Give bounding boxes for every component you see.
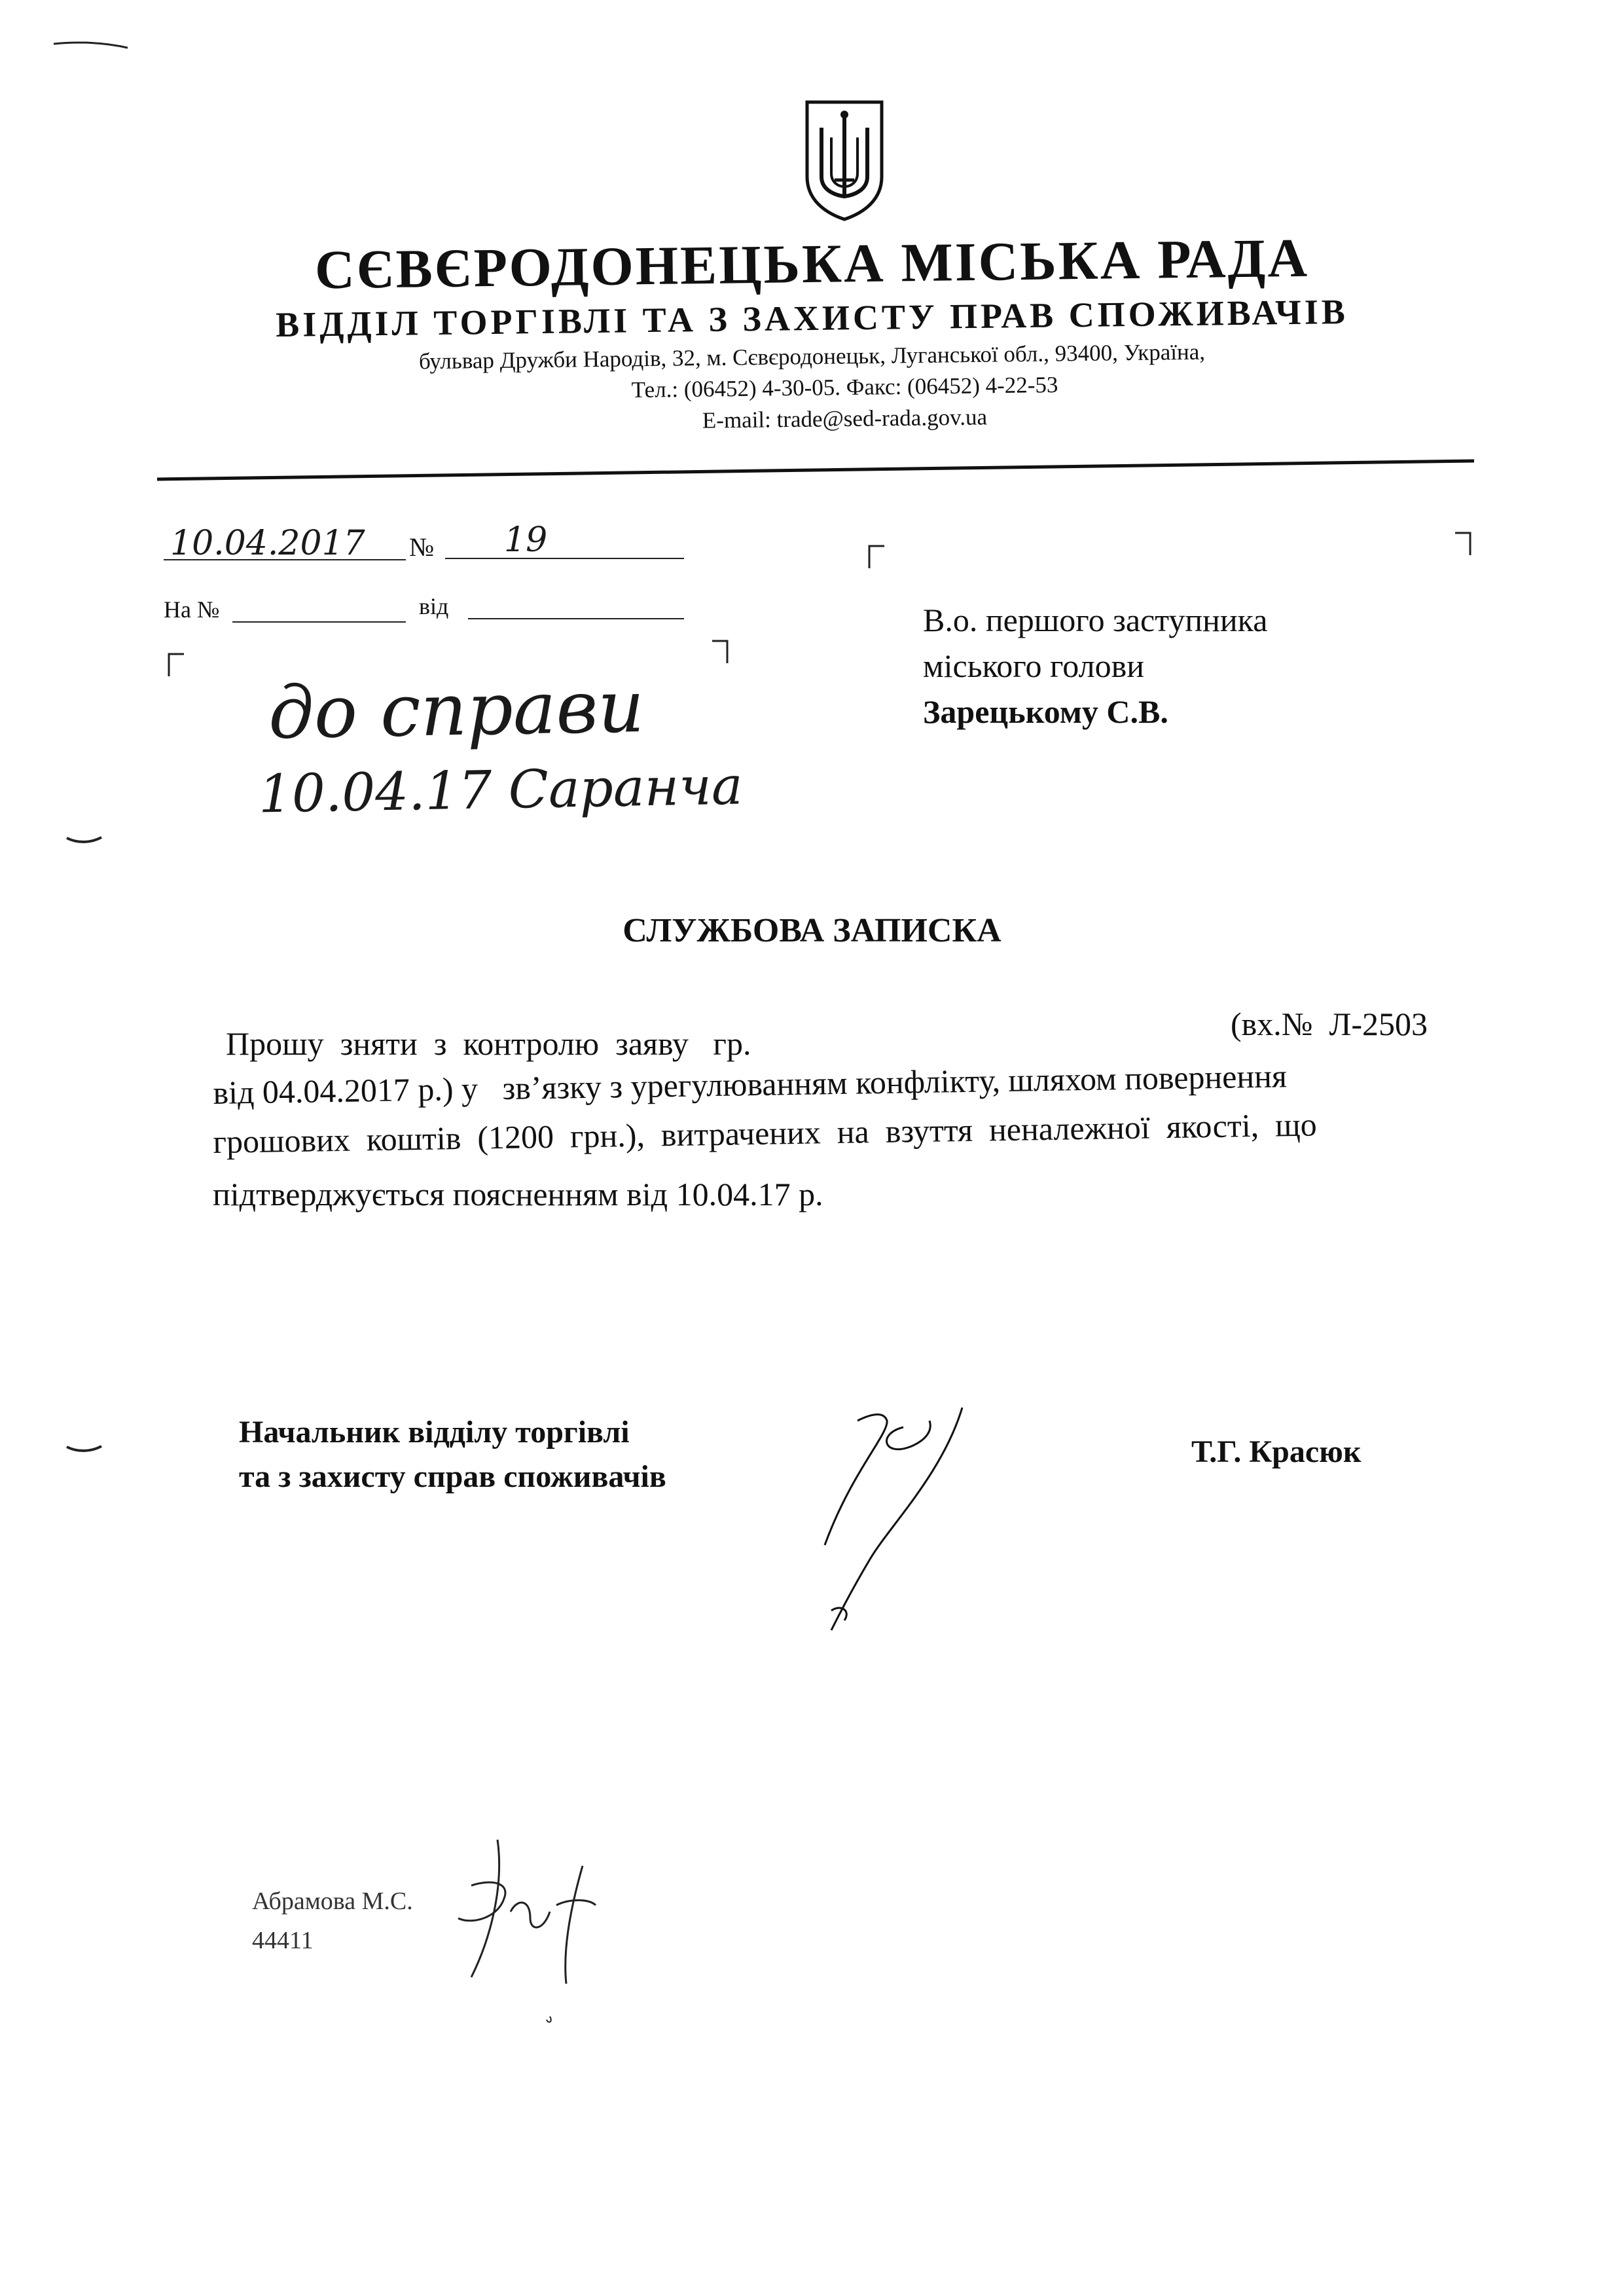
registration-number: 19 <box>504 520 548 560</box>
bracket-top-left <box>867 543 887 570</box>
body-line-1-right: (вх.№ Л-2503 <box>1231 1006 1428 1042</box>
registration-date-line <box>164 556 412 563</box>
scan-mark-left-2 <box>65 1444 105 1457</box>
coat-of-arms-icon <box>802 98 887 223</box>
reply-to-line <box>232 619 409 625</box>
registration-number-label: № <box>409 532 435 562</box>
council-name: СЄВЄРОДОНЕЦЬКА МІСЬКА РАДА <box>314 227 1310 301</box>
resolution-line-1: до справи <box>267 664 645 756</box>
body-line-3: грошових коштів (1200 грн.), витрачених на взуття неналежної якості, що <box>213 1106 1318 1160</box>
signatory-name: Т.Г. Красюк <box>1191 1434 1362 1469</box>
body-line-4: підтверджується поясненням від 10.04.17 р. <box>213 1176 823 1212</box>
executor-name: Абрамова М.С. <box>252 1887 413 1915</box>
scan-mark-left-1 <box>65 835 105 848</box>
reply-to-label: На № <box>164 596 220 623</box>
department-phone: Тел.: (06452) 4-30-05. Факс: (06452) 4-22-53 <box>631 372 1058 403</box>
addressee-line-1: В.о. першого заступника <box>923 602 1268 638</box>
body-line-1-left: Прошу зняти з контролю заяву гр. <box>226 1025 751 1062</box>
registration-date: 10.04.2017 <box>170 524 365 563</box>
registration-number-line <box>445 555 687 562</box>
header-divider <box>157 458 1479 484</box>
bracket-top-right <box>1453 530 1473 556</box>
signatory-position-line-2: та з захисту справ споживачів <box>239 1459 666 1494</box>
department-name: ВІДДІЛ ТОРГІВЛІ ТА З ЗАХИСТУ ПРАВ СПОЖИВАЧІВ <box>275 291 1349 345</box>
bracket-resolution-left <box>167 651 187 678</box>
addressee-line-3: Зарецькому С.В. <box>923 693 1168 730</box>
from-label: від <box>419 593 449 619</box>
addressee-line-2: міського голови <box>923 647 1144 684</box>
body-line-2: від 04.04.2017 р.) у зв’язку з урегулюванням конфлікту, шляхом повернення <box>213 1057 1288 1111</box>
scan-mark-top <box>52 36 131 56</box>
department-address: бульвар Дружби Народів, 32, м. Сєвєродонецьк, Луганської обл., 93400, Україна, <box>418 338 1206 374</box>
bracket-resolution-right <box>710 638 730 665</box>
executor-phone: 44411 <box>252 1927 314 1954</box>
signatory-position-line-1: Начальник відділу торгівлі <box>239 1415 630 1449</box>
from-line <box>468 615 687 622</box>
department-email: E-mail: trade@sed-rada.gov.ua <box>702 404 988 433</box>
resolution-line-2: 10.04.17 Саранча <box>258 755 744 825</box>
memo-title: СЛУЖБОВА ЗАПИСКА <box>623 912 1001 949</box>
executor-signature-icon <box>432 1833 602 2030</box>
signature-icon <box>812 1394 982 1637</box>
